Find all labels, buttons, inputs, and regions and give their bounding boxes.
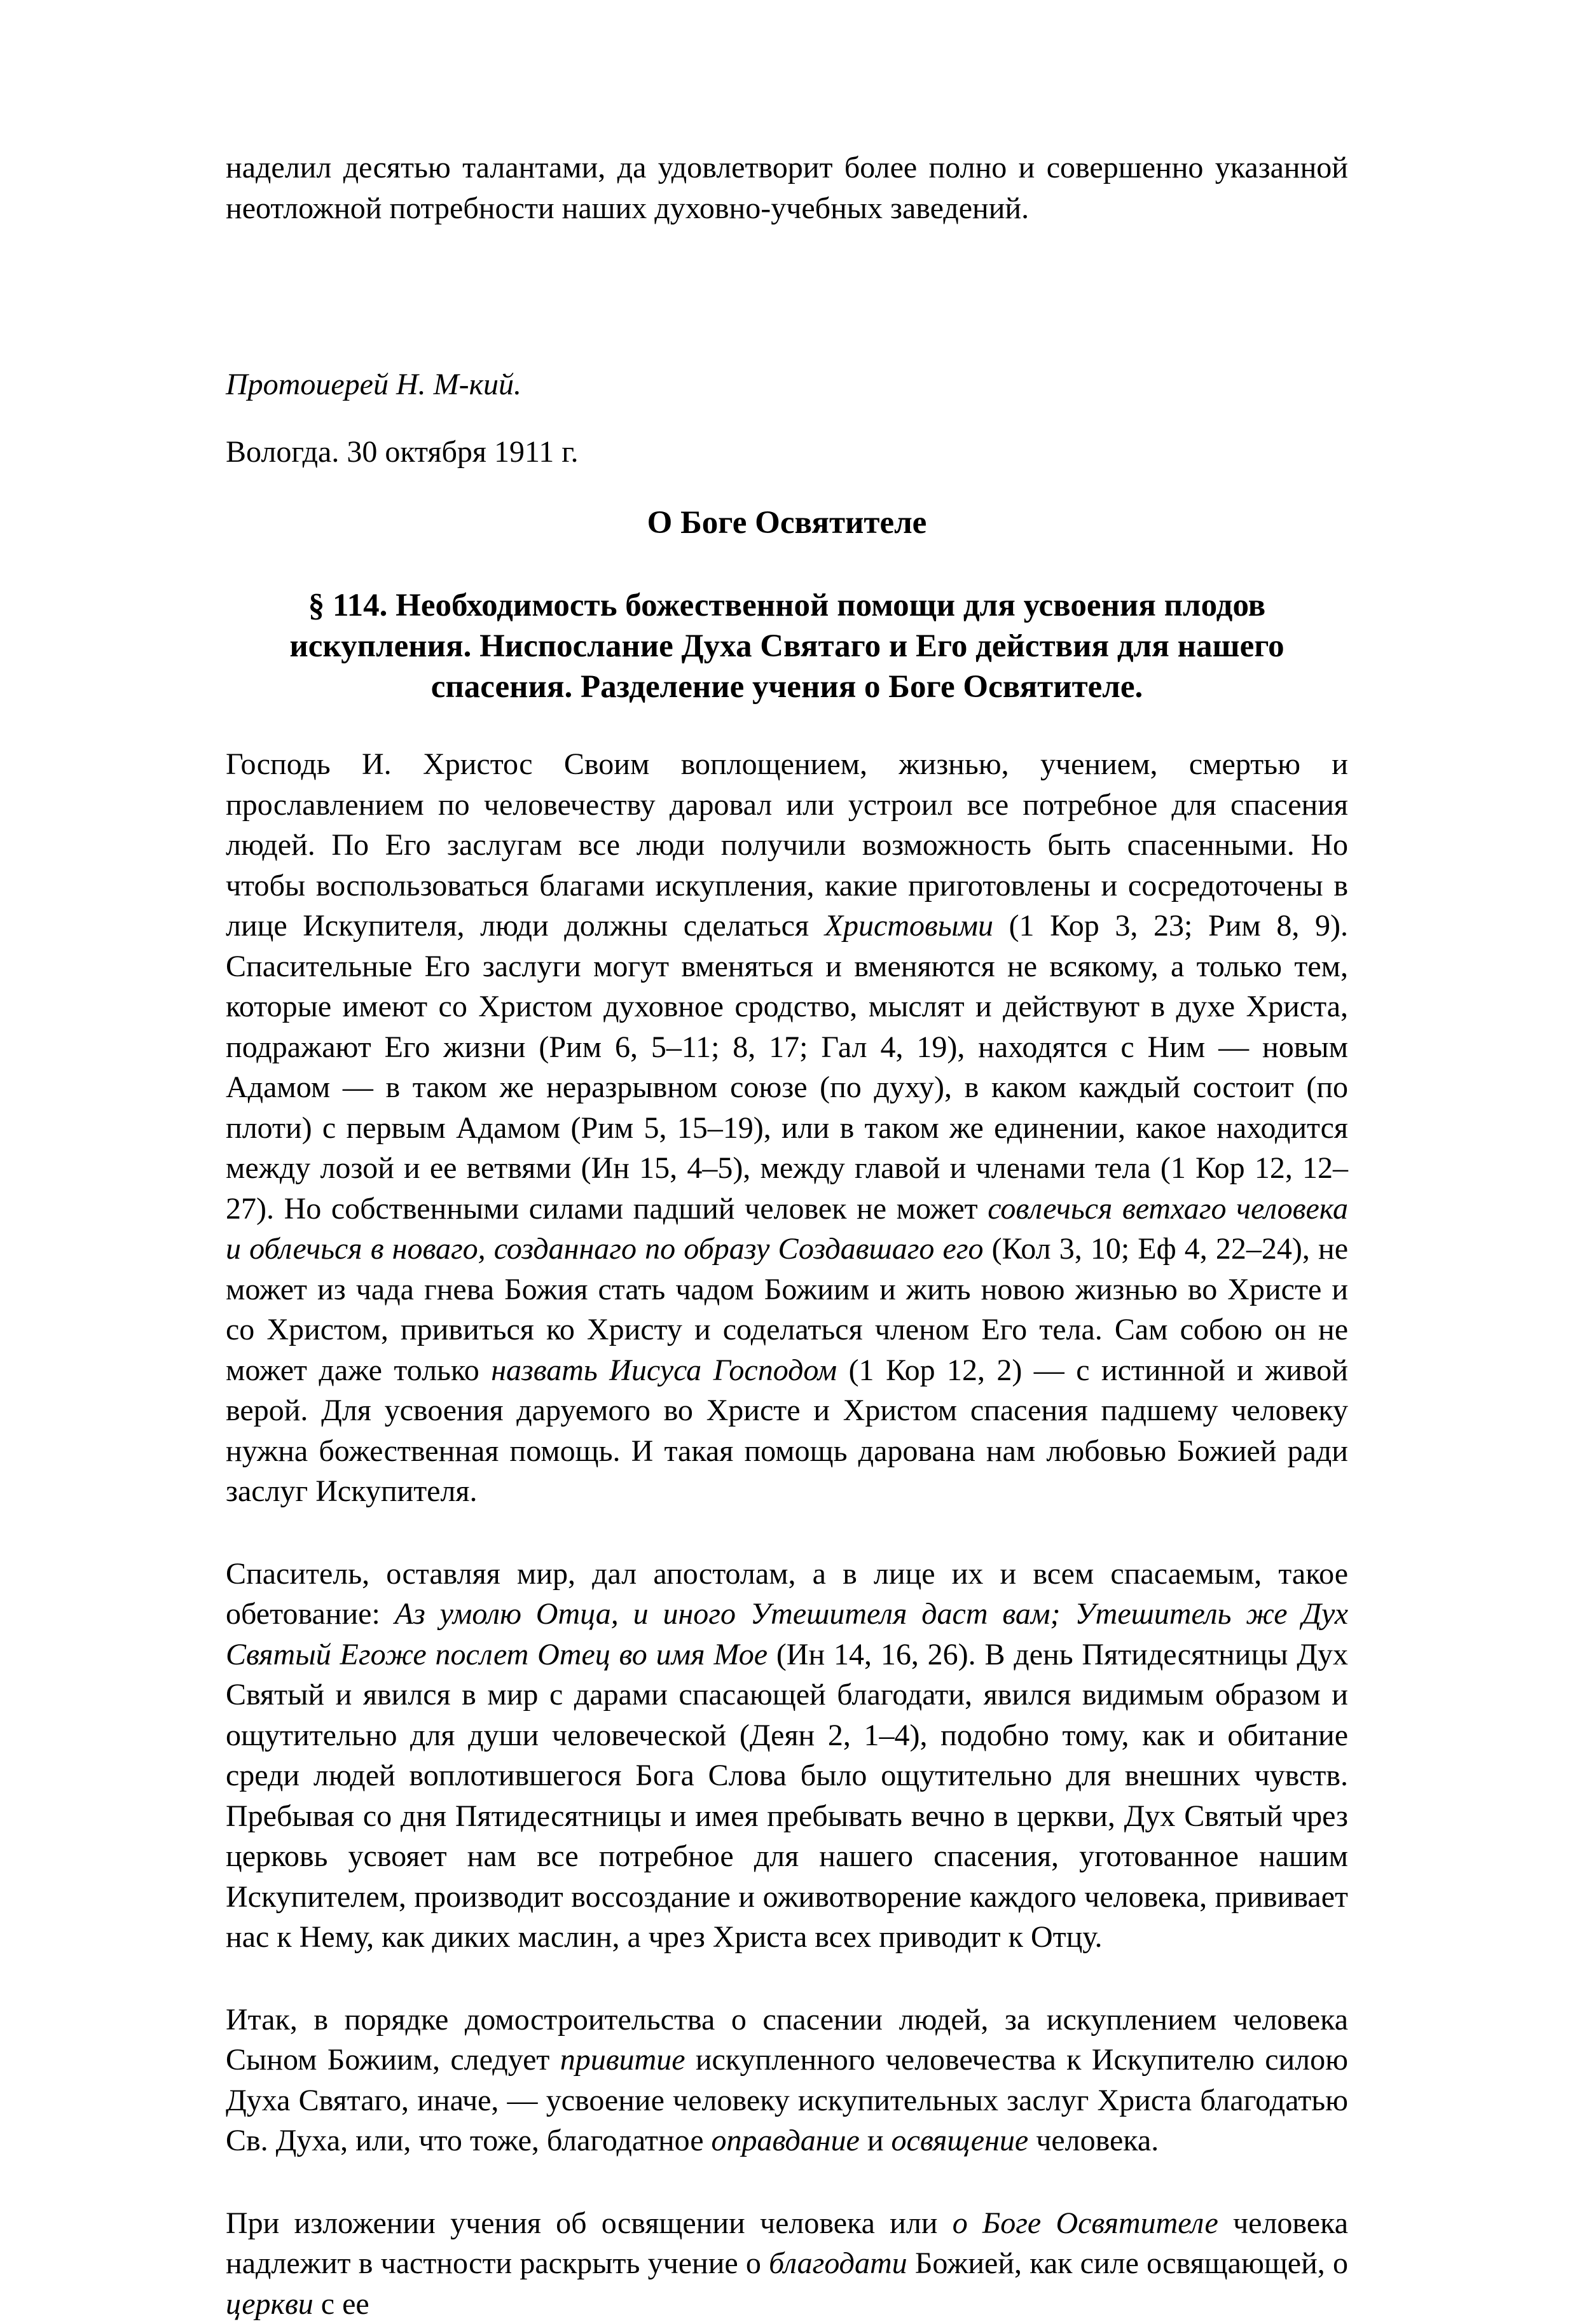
text-run: (1 Кор 3, 23; Рим 8, 9). Спасительные Его заслуги могут вменяться и вменяются не всякому, а только тем, которые имеют со Христом духовное сродство, мыслят и действуют в духе Христа, подражают Его жизни (Рим 6, 5–11; 8, 17; Гал 4, 19), находятся с Ним — новым Адамом — в таком же неразрывном союзе (по духу), в каком каждый состоит (по плоти) с первым Адамом (Рим 5, 15–19), или в таком же единении, какое находится между лозой и ее ветвями (Ин 15, 4–5), между главой и членами тела (1 Кор 12, 12–27). Но собственными силами падший человек не может: [226, 909, 1348, 1226]
paragraph-2: [226, 1554, 1348, 1958]
text-run: с ее: [313, 2287, 369, 2321]
section-title: § 114. Необходимость божественной помощи для усвоения плодов искупления. Ниспослание Духа Святаго и Его действия для нашего спасения. Разделение учения о Боге Освятителе.: [226, 585, 1348, 707]
italic-run: благодати: [769, 2246, 907, 2280]
italic-run: о Боге Освятителе: [953, 2206, 1218, 2240]
dateline: Вологда. 30 октября 1911 г.: [226, 432, 1348, 473]
italic-run: оправдание: [712, 2124, 860, 2157]
intro-paragraph: наделил десятью талантами, да удовлетворит более полно и совершенно указанной неотложной потребности наших духовно-учебных заведений.: [226, 148, 1348, 228]
document-page: [226, 148, 1348, 2324]
text-run: человека надлежит в частности раскрыть учение о: [226, 2206, 1348, 2281]
paragraph-4: [226, 2203, 1348, 2324]
italic-run: совлечься ветхаго человека и облечься в новаго, созданнаго по образу Создавшаго его: [226, 1192, 1348, 1266]
text-run: человека.: [1028, 2124, 1159, 2157]
italic-run: назвать Иисуса Господом: [491, 1353, 837, 1387]
italic-run: Христовыми: [825, 909, 993, 943]
text-run: (Кол 3, 10; Еф 4, 22–24), не может из чада гнева Божия стать чадом Божиим и жить новою жизнью во Христе и со Христом, привиться ко Христу и соделаться членом Его тела. Сам собою он не может даже только: [226, 1232, 1348, 1387]
text-run: Господь И. Христос Своим воплощением, жизнью, учением, смертью и прославлением по человечеству даровал или устроил все потребное для спасения людей. По Его заслугам все люди получили возможность быть спасенными. Но чтобы воспользоваться благами искупления, какие приготовлены и сосредоточены в лице Искупителя, люди должны сделаться: [226, 747, 1348, 943]
paragraph-1: [226, 744, 1348, 1512]
italic-run: Аз умолю Отца, и иного Утешителя даст вам; Утешитель же Дух Святый Егоже послет Отец во имя Мое: [226, 1597, 1348, 1671]
page-heading: О Боге Освятителе: [226, 502, 1348, 543]
text-run: Божией, как силе освящающей, о: [907, 2246, 1348, 2280]
paragraph-3: [226, 2000, 1348, 2161]
text-run: Итак, в порядке домостроительства о спасении людей, за искуплением человека Сыном Божиим, следует: [226, 2003, 1348, 2077]
signature: Протоиерей Н. М-кий.: [226, 364, 1348, 405]
italic-run: церкви: [226, 2287, 313, 2321]
text-run: При изложении учения об освящении человека или: [226, 2206, 953, 2240]
text-run: искупленного человечества к Искупителю силою Духа Святаго, иначе, — усвоение человеку искупительных заслуг Христа благодатью Св. Духа, или, что тоже, благодатное: [226, 2043, 1348, 2157]
text-run: Спаситель, оставляя мир, дал апостолам, а в лице их и всем спасаемым, такое обетование:: [226, 1557, 1348, 1631]
italic-run: привитие: [560, 2043, 685, 2077]
text-run: и: [860, 2124, 892, 2157]
text-run: (Ин 14, 16, 26). В день Пятидесятницы Дух Святый и явился в мир с дарами спасающей благодати, явился видимым образом и ощутительно для души человеческой (Деян 2, 1–4), подобно тому, как и обитание среди людей воплотившегося Бога Слова было ощутительно для внешних чувств. Пребывая со дня Пятидесятницы и имея пребывать вечно в церкви, Дух Святый чрез церковь усвояет нам все потребное для нашего спасения, уготованное нашим Искупителем, производит воссоздание и оживотворение каждого человека, прививает нас к Нему, как диких маслин, а чрез Христа всех приводит к Отцу.: [226, 1638, 1348, 1954]
italic-run: освящение: [892, 2124, 1029, 2157]
text-run: (1 Кор 12, 2) — с истинной и живой верой. Для усвоения даруемого во Христе и Христом спасения падшему человеку нужна божественная помощь. И такая помощь дарована нам любовью Божией ради заслуг Искупителя.: [226, 1353, 1348, 1509]
